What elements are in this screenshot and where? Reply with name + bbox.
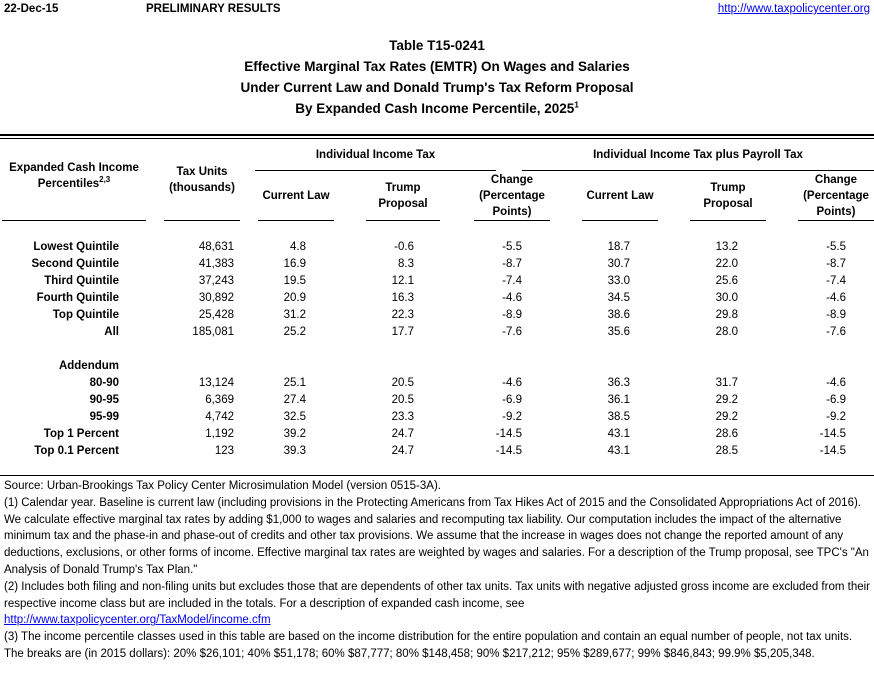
table-row (0, 256, 874, 273)
footnotes (4, 478, 872, 663)
table-number: Table T15-0241 (389, 38, 485, 53)
tpc-website-link[interactable]: http://www.taxpolicycenter.org (717, 3, 870, 15)
header-iit-change-line1: Change (490, 174, 534, 186)
cell-pay-ch: -5.5 (826, 241, 846, 253)
row-label: 80-90 (89, 377, 119, 389)
cell-units: 123 (214, 445, 234, 457)
row-label: All (104, 326, 119, 338)
cell-units: 41,383 (198, 258, 234, 270)
table-row (0, 307, 874, 324)
cell-pay-tp: 30.0 (715, 292, 738, 304)
cell-iit-cl: 32.5 (283, 411, 306, 423)
cell-pay-ch: -8.9 (826, 309, 846, 321)
table-row (0, 409, 874, 426)
preliminary-status: PRELIMINARY RESULTS (146, 3, 281, 15)
table-row (0, 324, 874, 341)
table-subtitle-2 (0, 101, 874, 116)
cell-pay-tp: 29.2 (715, 394, 738, 406)
cell-iit-cl: 19.5 (283, 275, 306, 287)
bottom-rule (0, 475, 874, 476)
cell-pay-ch: -7.6 (826, 326, 846, 338)
row-label: Top Quintile (52, 309, 119, 321)
cell-pay-cl: 18.7 (607, 241, 630, 253)
cell-units: 25,428 (198, 309, 234, 321)
header-iit-change (474, 172, 550, 220)
cell-pay-ch: -14.5 (819, 428, 846, 440)
cell-pay-tp: 28.5 (715, 445, 738, 457)
cell-iit-ch: -6.9 (502, 394, 522, 406)
header-pay-trump-line2: Proposal (703, 198, 753, 210)
cell-iit-cl: 16.9 (283, 258, 306, 270)
top-double-rule (0, 134, 874, 136)
cell-pay-ch: -8.7 (826, 258, 846, 270)
row-label: Top 0.1 Percent (34, 445, 119, 457)
cell-iit-ch: -9.2 (502, 411, 522, 423)
cell-pay-ch: -6.9 (826, 394, 846, 406)
header-tax-units (164, 164, 240, 196)
addendum-label: Addendum (58, 360, 119, 372)
cell-pay-cl: 33.0 (607, 275, 630, 287)
source-note: Source: Urban-Brookings Tax Policy Center Microsimulation Model (version 0515-3A). (4, 480, 441, 492)
table-subtitle-text: By Expanded Cash Income Percentile, 2025 (295, 101, 575, 116)
header-pay-trump (690, 180, 766, 212)
cell-iit-ch: -7.6 (502, 326, 522, 338)
header-iit-trump (366, 180, 440, 212)
cell-iit-cl: 27.4 (283, 394, 306, 406)
cell-iit-cl: 25.2 (283, 326, 306, 338)
header-percentiles-line2: Percentiles$^{2,3}$ (37, 175, 111, 190)
table-title: Effective Marginal Tax Rates (EMTR) On Wages and Salaries (244, 59, 630, 74)
col-rule-iit-current (258, 220, 334, 221)
header-iit-current-law: Current Law (262, 190, 330, 202)
addendum-heading-row (0, 358, 874, 375)
cell-iit-tp: -0.6 (394, 241, 414, 253)
row-label: 90-95 (89, 394, 119, 406)
cell-iit-cl: 4.8 (290, 241, 306, 253)
header-pay-change-line1: Change (814, 174, 858, 186)
cell-pay-cl: 43.1 (607, 445, 630, 457)
header-pay-change-line3: Points) (816, 206, 856, 218)
cell-pay-cl: 35.6 (607, 326, 630, 338)
cell-pay-tp: 25.6 (715, 275, 738, 287)
table-row (0, 443, 874, 460)
cell-units: 185,081 (192, 326, 234, 338)
header-tax-units-line1: Tax Units (176, 166, 228, 178)
header-pay-change-line2: (Percentage (803, 190, 869, 202)
cell-iit-ch: -4.6 (502, 292, 522, 304)
row-label: Second Quintile (31, 258, 119, 270)
cell-pay-ch: -14.5 (819, 445, 846, 457)
header-iit-change-line3: Points) (492, 206, 532, 218)
cell-pay-cl: 34.5 (607, 292, 630, 304)
top-double-rule-2 (0, 138, 874, 139)
cell-pay-cl: 38.6 (607, 309, 630, 321)
cell-iit-tp: 20.5 (391, 394, 414, 406)
cell-units: 30,892 (198, 292, 234, 304)
col-rule-pay-trump (690, 220, 766, 221)
table-row (0, 392, 874, 409)
cell-units: 4,742 (205, 411, 234, 423)
cell-units: 37,243 (198, 275, 234, 287)
cell-pay-ch: -9.2 (826, 411, 846, 423)
cell-iit-ch: -8.7 (502, 258, 522, 270)
cell-iit-tp: 12.1 (391, 275, 414, 287)
cell-iit-tp: 22.3 (391, 309, 414, 321)
cell-pay-ch: -4.6 (826, 377, 846, 389)
footnote-1: (1) Calendar year. Baseline is current law (including provisions in the Protecting Americans from Tax Hikes Act of 2015 and the Consolidated Appropriations Act of 2016). We calculate effective marginal tax rates by adding $1,000 to wages and salaries and recomputing tax liability. Our computation includes the impact of the alternative minimum tax and the phase-in and phase-out of credits and other tax provisions. We assume that the increase in wages does not change the reported amount of any deductions, exclusions, or other forms of income. Effective marginal tax rates are weighted by wages and salaries. For a description of the Trump proposal, see TPC's "An Analysis of Donald Trump's Tax Plan." (4, 496, 869, 576)
col-rule-percentiles (2, 220, 146, 221)
row-label: Third Quintile (44, 275, 119, 287)
cell-pay-tp: 31.7 (715, 377, 738, 389)
cell-pay-tp: 13.2 (715, 241, 738, 253)
cell-units: 6,369 (205, 394, 234, 406)
cell-pay-cl: 43.1 (607, 428, 630, 440)
cell-pay-tp: 28.0 (715, 326, 738, 338)
cell-units: 1,192 (205, 428, 234, 440)
cell-iit-tp: 24.7 (391, 445, 414, 457)
cell-iit-ch: -7.4 (502, 275, 522, 287)
cell-pay-tp: 28.6 (715, 428, 738, 440)
header-iit-change-line2: (Percentage (479, 190, 545, 202)
income-definition-link[interactable]: http://www.taxpolicycenter.org/TaxModel/income.cfm (4, 614, 271, 627)
footnote-ref: 1 (574, 100, 579, 110)
header-percentiles-line1: Expanded Cash Income (9, 162, 139, 174)
cell-iit-ch: -5.5 (502, 241, 522, 253)
header-iit-trump-line1: Trump (385, 182, 421, 194)
footnote-2: (2) Includes both filing and non-filing units but excludes those that are dependents of other tax units. Tax units with negative adjusted gross income are excluded from their respective income class but are included in the totals. For a description of expanded cash income, see (4, 580, 870, 610)
cell-pay-cl: 30.7 (607, 258, 630, 270)
cell-units: 48,631 (198, 241, 234, 253)
table-subtitle: Under Current Law and Donald Trump's Tax Reform Proposal (240, 80, 634, 95)
cell-pay-tp: 29.2 (715, 411, 738, 423)
cell-pay-ch: -7.4 (826, 275, 846, 287)
cell-iit-cl: 39.2 (283, 428, 306, 440)
row-label: Lowest Quintile (33, 241, 119, 253)
cell-pay-ch: -4.6 (826, 292, 846, 304)
row-label: Fourth Quintile (36, 292, 119, 304)
cell-pay-cl: 36.1 (607, 394, 630, 406)
group1-rule (255, 170, 496, 171)
cell-pay-cl: 38.5 (607, 411, 630, 423)
col-rule-tax-units (164, 220, 240, 221)
row-label: 95-99 (89, 411, 119, 423)
cell-iit-tp: 8.3 (398, 258, 414, 270)
row-label: Top 1 Percent (43, 428, 119, 440)
table-row (0, 290, 874, 307)
cell-iit-ch: -14.5 (495, 428, 522, 440)
col-rule-pay-current (582, 220, 658, 221)
cell-iit-tp: 16.3 (391, 292, 414, 304)
cell-iit-ch: -14.5 (495, 445, 522, 457)
cell-iit-cl: 20.9 (283, 292, 306, 304)
header-pay-current-law: Current Law (586, 190, 654, 202)
table-row (0, 239, 874, 256)
header-pay-trump-line1: Trump (710, 182, 746, 194)
header-group-individual-income-tax: Individual Income Tax (315, 149, 436, 161)
cell-iit-tp: 20.5 (391, 377, 414, 389)
cell-pay-tp: 22.0 (715, 258, 738, 270)
cell-units: 13,124 (198, 377, 234, 389)
col-rule-pay-change (798, 220, 874, 221)
cell-pay-cl: 36.3 (607, 377, 630, 389)
table-row (0, 375, 874, 392)
header-tax-units-line2: (thousands) (169, 182, 235, 194)
header-percentiles (2, 160, 146, 192)
table-row (0, 273, 874, 290)
cell-pay-tp: 29.8 (715, 309, 738, 321)
cell-iit-tp: 17.7 (391, 326, 414, 338)
cell-iit-tp: 23.3 (391, 411, 414, 423)
header-pay-change (798, 172, 874, 220)
group2-rule (522, 170, 874, 171)
cell-iit-cl: 31.2 (283, 309, 306, 321)
cell-iit-ch: -8.9 (502, 309, 522, 321)
cell-iit-tp: 24.7 (391, 428, 414, 440)
col-rule-iit-change (474, 220, 550, 221)
col-rule-iit-trump (366, 220, 440, 221)
table-row (0, 426, 874, 443)
footnote-3: (3) The income percentile classes used in this table are based on the income distribution for the entire population and contain an equal number of people, not tax units. The breaks are (in 2015 dollars): 20% $26,101; 40% $51,178; 60% $87,777; 80% $148,458; 90% $217,212; 95% $289,677; 99% $846,843; 99.9% $5,205,348. (4, 631, 853, 660)
header-iit-trump-line2: Proposal (378, 198, 428, 210)
report-date: 22-Dec-15 (4, 3, 59, 15)
cell-iit-cl: 25.1 (283, 377, 306, 389)
cell-iit-ch: -4.6 (502, 377, 522, 389)
cell-iit-cl: 39.3 (283, 445, 306, 457)
header-group-income-plus-payroll: Individual Income Tax plus Payroll Tax (593, 149, 803, 161)
